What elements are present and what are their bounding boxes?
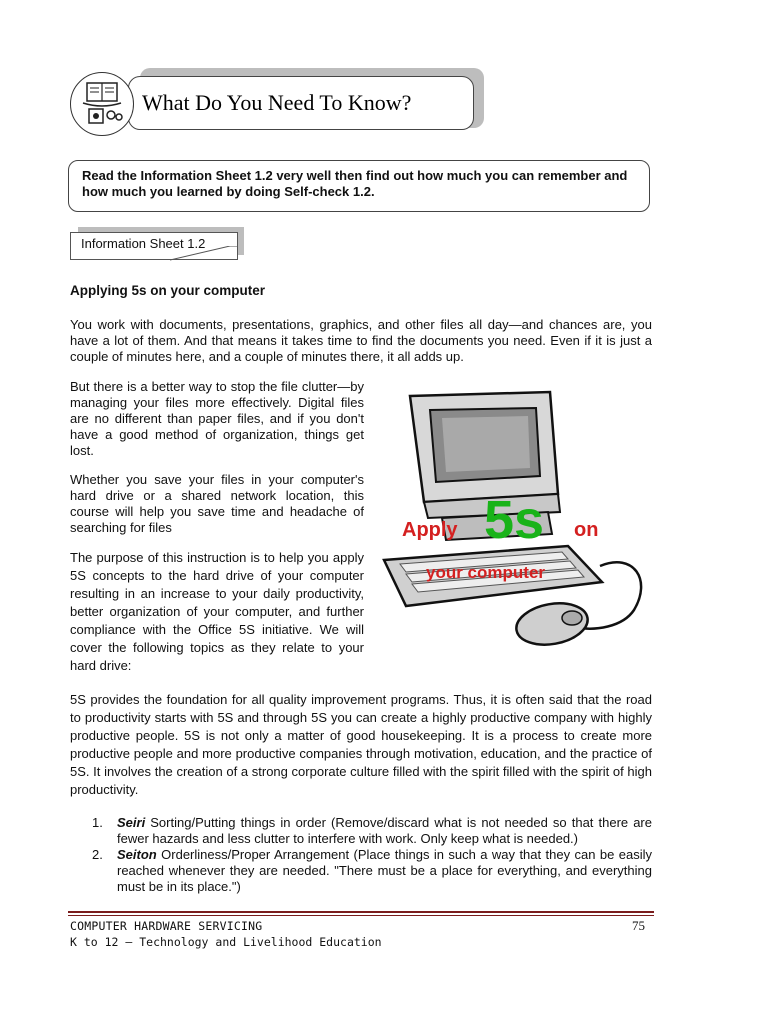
information-sheet-label: Information Sheet 1.2: [70, 232, 238, 260]
paragraph-clutter: But there is a better way to stop the file clutter—by managing your files more effectively. Digital files are no different than paper files, and if you don't have a good method of organization, things get lost.: [70, 379, 364, 458]
paragraph-intro: You work with documents, presentations, graphics, and other files all day—and chances are, you have a lot of them. And that means it takes time to find the documents you need. Even if it is just a couple of minutes here, and a couple of minutes there, it all adds up.: [70, 317, 652, 364]
apply-label: Apply: [402, 519, 458, 541]
list-number: 2.: [92, 847, 103, 862]
paragraph-5s-foundation: 5S provides the foundation for all quality improvement programs. Thus, it is often said that the road to productivity starts with 5S and through 5S you can create a highly productive company with highly productive people. 5S is not only a matter of good housekeeping. It is a process to create more productive people and more productive companies through motivation, education, and the practice of 5S. It involves the creation of a strong corporate culture filled with the spirit filled with the spirit of high productivity.: [70, 692, 652, 797]
list-text: Sorting/Putting things in order (Remove/discard what is not needed so that there are fewer hazards and less clutter to interfere with work. Only keep what is needed.): [117, 815, 652, 846]
five-s-label: 5s: [484, 490, 545, 550]
list-item: [88, 815, 652, 847]
list-item: [88, 847, 652, 895]
computer-illustration: [372, 384, 662, 662]
list-number: 1.: [92, 815, 103, 830]
footer-rule: [68, 911, 654, 913]
paragraph-save-files: Whether you save your files in your computer's hard drive or a shared network location, this course will help you save time and headache of searching for files: [70, 472, 364, 535]
list-term: Seiton: [117, 847, 157, 862]
footer-program: K to 12 – Technology and Livelihood Education: [70, 935, 382, 949]
your-computer-label: your computer: [426, 563, 546, 582]
tab-fold: [170, 246, 240, 264]
book-icon: [70, 72, 134, 136]
5s-list: [88, 815, 652, 895]
section-heading: Applying 5s on your computer: [70, 283, 266, 298]
list-term: Seiri: [117, 815, 146, 830]
footer-rule-thin: [68, 915, 654, 916]
page-number: 75: [632, 918, 645, 933]
on-label: on: [574, 519, 599, 541]
paragraph-purpose: The purpose of this instruction is to help you apply 5S concepts to the hard drive of your computer resulting in an increase to your daily productivity, better organization of your computer, and further compliance with the Office 5S initiative. We will cover the following topics as they relate to your hard drive:: [70, 550, 364, 673]
footer-course: COMPUTER HARDWARE SERVICING: [70, 919, 263, 933]
list-text: Orderliness/Proper Arrangement (Place things in such a way that they can be easily reached whenever they are needed. "There must be a place for everything, and everything must be in its place."): [117, 847, 652, 894]
instruction-box: Read the Information Sheet 1.2 very well then find out how much you can remember and how much you learned by doing Self-check 1.2.: [68, 160, 650, 212]
page-title: What Do You Need To Know?: [142, 90, 412, 115]
